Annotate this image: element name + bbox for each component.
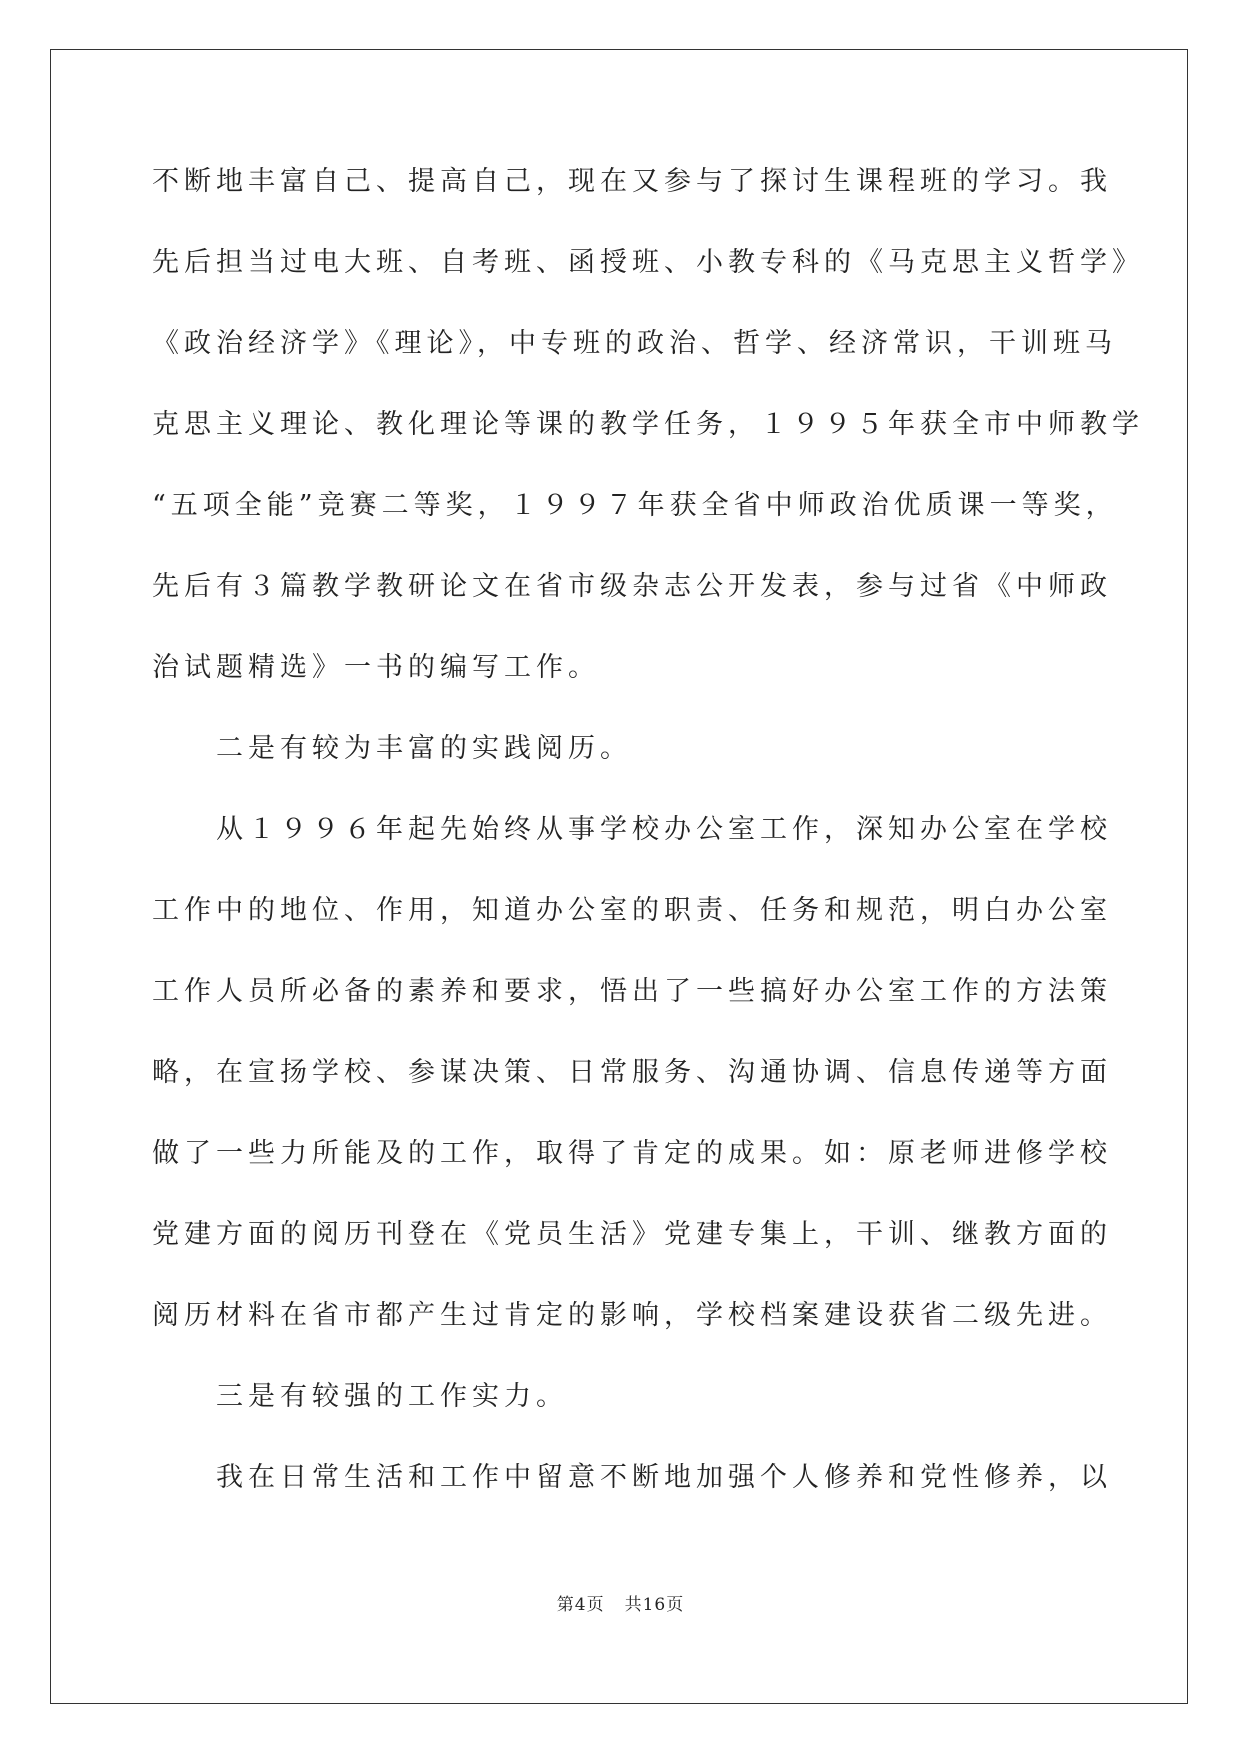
text-line: 三是有较强的工作实力。 — [216, 1381, 568, 1412]
text-line: 《政治经济学》《理论》，中专班的政治、哲学、经济常识，干训班马 — [152, 328, 1117, 359]
page-number: 4 — [574, 1595, 587, 1615]
text-line: 不断地丰富自己、提高自己，现在又参与了探讨生课程班的学习。我 — [152, 166, 1112, 197]
text-line: 从１９９６年起先始终从事学校办公室工作，深知办公室在学校 — [216, 814, 1112, 845]
text-line: 党建方面的阅历刊登在《党员生活》党建专集上，干训、继教方面的 — [152, 1219, 1112, 1250]
text-line: 二是有较为丰富的实践阅历。 — [216, 733, 632, 764]
text-line: 做了一些力所能及的工作，取得了肯定的成果。如：原老师进修学校 — [152, 1138, 1112, 1169]
text-line: 工作人员所必备的素养和要求，悟出了一些搞好办公室工作的方法策 — [152, 976, 1112, 1007]
text-line: 阅历材料在省市都产生过肯定的影响，学校档案建设获省二级先进。 — [152, 1300, 1112, 1331]
total-suffix: 页 — [666, 1595, 685, 1615]
text-line: 先后担当过电大班、自考班、函授班、小教专科的《马克思主义哲学》 — [152, 247, 1144, 278]
text-line: 治试题精选》一书的编写工作。 — [152, 652, 600, 683]
page-footer — [0, 1590, 1241, 1615]
text-line: 工作中的地位、作用，知道办公室的职责、任务和规范，明白办公室 — [152, 895, 1112, 926]
text-line: 略，在宣扬学校、参谋决策、日常服务、沟通协调、信息传递等方面 — [152, 1057, 1112, 1088]
page-suffix: 页 — [586, 1595, 605, 1615]
text-line: 我在日常生活和工作中留意不断地加强个人修养和党性修养，以 — [216, 1462, 1112, 1493]
total-pages: 16 — [642, 1595, 667, 1615]
text-line: “五项全能”竞赛二等奖，１９９７年获全省中师政治优质课一等奖， — [152, 490, 1118, 521]
document-body — [152, 162, 1144, 1539]
text-line: 克思主义理论、教化理论等课的教学任务，１９９５年获全市中师教学 — [152, 409, 1144, 440]
page-prefix: 第 — [556, 1595, 575, 1615]
total-prefix: 共 — [624, 1595, 643, 1615]
text-line: 先后有３篇教学教研论文在省市级杂志公开发表，参与过省《中师政 — [152, 571, 1112, 602]
